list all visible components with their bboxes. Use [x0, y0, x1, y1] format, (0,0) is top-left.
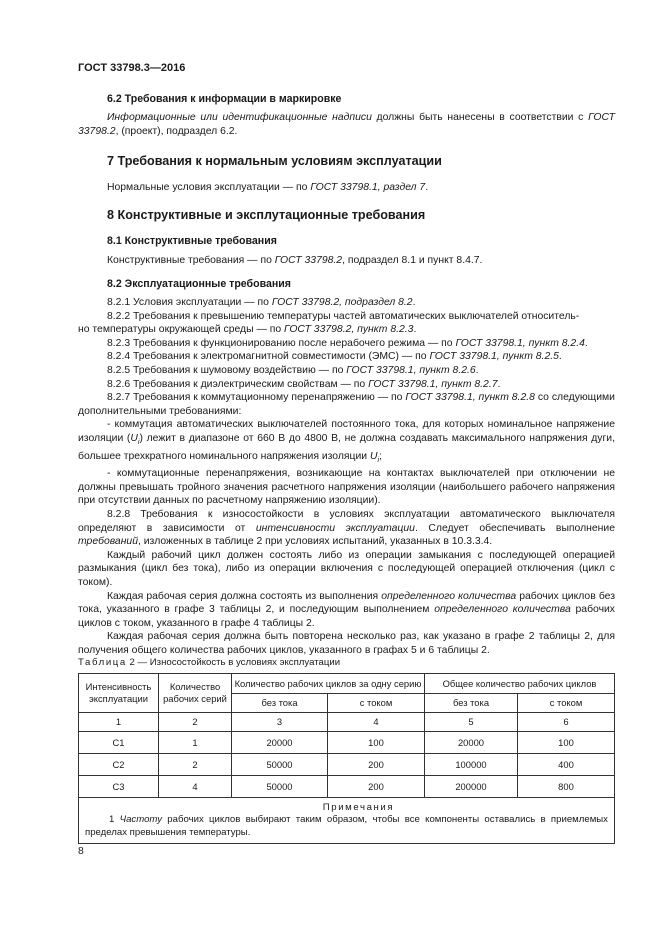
table-notes-row — [79, 798, 615, 844]
header-no-current-total: без тока — [425, 694, 518, 713]
column-number: 4 — [328, 713, 425, 732]
section-6-2-text: Информационные или идентификационные надписи должны быть нанесены в соответствии с ГОСТ 33798.2, (проект), подраздел 6.2. — [78, 112, 615, 137]
section-8-2-body — [78, 296, 615, 658]
table-cell: C1 — [79, 732, 159, 754]
header-total-cycles: Общее количество рабочих циклов — [425, 674, 615, 694]
table-cell: 20000 — [232, 732, 328, 754]
section-8-title: 8 Конструктивные и эксплутационные требования — [107, 208, 426, 222]
section-8-1-text: Конструктивные требования — по ГОСТ 33798.2, подраздел 8.1 и пункт 8.4.7. — [107, 255, 483, 266]
page-number: 8 — [78, 846, 84, 857]
table-cell: 200000 — [425, 776, 518, 798]
table-cell: 20000 — [425, 732, 518, 754]
header-with-current: с током — [328, 694, 425, 713]
item-8-2-3: 8.2.3 Требования к функционированию после нерабочего режима — по ГОСТ 33798.1, пункт 8.2.4. — [107, 337, 588, 349]
table-row — [79, 754, 615, 776]
table-cell: 200 — [328, 776, 425, 798]
dash-item-1: - коммутация автоматических выключателей постоянного тока, для которых номинальное напряжение изоляции $(U_i)$ лежит в диапазоне от 660 В до 4800 В, не должна создавать максимального напряжения дуги, большее трехкратного номинального напряжения изоляции $U_i$; — [78, 419, 615, 464]
header-series-count: Количество рабочих серий — [159, 674, 232, 713]
table-notes — [79, 798, 615, 844]
column-number: 3 — [232, 713, 328, 732]
column-number: 2 — [159, 713, 232, 732]
table-cell: 100 — [518, 732, 615, 754]
table-cell: 2 — [159, 754, 232, 776]
paragraph-work-series: Каждая рабочая серия должна состоять из выполнения определенного количества рабочих циклов без тока, указанного в графе 3 таблицы 2, и последующим выполнением определенного количества рабочих циклов с током, указанного в графе 4 таблицы 2. — [78, 590, 616, 629]
header-intensity: Интенсивность эксплуатации — [79, 674, 159, 713]
item-8-2-2: 8.2.2 Требования к превышению температуры частей автоматических выключателей относитель- но температуры окружающей среды — по ГОСТ 33798.2, пункт 8.2.3. — [78, 310, 580, 336]
section-7-text: Нормальные условия эксплуатации — по ГОСТ 33798.1, раздел 7. — [107, 182, 429, 193]
item-8-2-5: 8.2.5 Требования к шумовому воздействию — по ГОСТ 33798.1, пункт 8.2.6. — [107, 364, 479, 376]
table-header-row-1 — [79, 674, 615, 694]
table-cell: 50000 — [232, 776, 328, 798]
dash-item-2: - коммутационные перенапряжения, возникающие на контактах выключателей при отключении не должны превышать тройного значения расчетного напряжения изоляции (наибольшего рабочего напряжения при отсутствии данных по расчетному напряжению изоляции). — [78, 468, 615, 507]
column-number: 1 — [79, 713, 159, 732]
header-with-current-total: с током — [518, 694, 615, 713]
column-number: 6 — [518, 713, 615, 732]
table-cell: 100 — [328, 732, 425, 754]
table-cell: 200 — [328, 754, 425, 776]
section-8-1-title: 8.1 Конструктивные требования — [107, 235, 277, 247]
table-cell: 800 — [518, 776, 615, 798]
table-cell: 50000 — [232, 754, 328, 776]
table-cell: 100000 — [425, 754, 518, 776]
table-row — [79, 776, 615, 798]
table-cell: 1 — [159, 732, 232, 754]
column-number: 5 — [425, 713, 518, 732]
paragraph-series-repeat: Каждая рабочая серия должна быть повторена несколько раз, как указано в графе 2 таблицы 2, для получения общего количества рабочих циклов, указанного в графах 5 и 6 таблицы 2. — [78, 631, 615, 656]
table-2 — [78, 673, 615, 844]
table-cell: C2 — [79, 754, 159, 776]
table-cell: 4 — [159, 776, 232, 798]
section-8-2-title: 8.2 Эксплуатационные требования — [107, 278, 291, 290]
section-6-2-title: 6.2 Требования к информации в маркировке — [107, 93, 342, 105]
notes-label: Примечания — [322, 802, 395, 813]
paragraph-work-cycle: Каждый рабочий цикл должен состоять либо из операции замыкания с последующей операцией размыкания (цикл без тока), либо из операции включения с последующей операцией отключения (цикл с током). — [78, 549, 615, 589]
note-1: 1 Частоту рабочих циклов выбирают таким образом, чтобы все компоненты оставались в приемлемых пределах превышения температуры. — [85, 814, 608, 838]
header-cycles-per-series: Количество рабочих циклов за одну серию — [232, 674, 425, 694]
header-no-current: без тока — [232, 694, 328, 713]
table-cell: C3 — [79, 776, 159, 798]
table-column-numbers — [79, 713, 615, 732]
document-code: ГОСТ 33798.3—2016 — [78, 62, 186, 74]
item-8-2-4: 8.2.4 Требования к электромагнитной совместимости (ЭМС) — по ГОСТ 33798.1, пункт 8.2.5. — [107, 351, 562, 363]
item-8-2-1: 8.2.1 Условия эксплуатации — по ГОСТ 33798.2, подраздел 8.2. — [107, 297, 416, 308]
table-row — [79, 732, 615, 754]
item-8-2-7: 8.2.7 Требования к коммутационному перенапряжению — по ГОСТ 33798.1, пункт 8.2.8 со следующими дополнительными требованиями: — [78, 392, 615, 417]
section-7-title: 7 Требования к нормальным условиям эксплуатации — [107, 154, 442, 168]
item-8-2-6: 8.2.6 Требования к диэлектрическим свойствам — по ГОСТ 33798.1, пункт 8.2.7. — [107, 378, 501, 390]
item-8-2-8: 8.2.8 Требования к износостойкости в условиях эксплуатации автоматического выключателя определяют в зависимости от интенсивности эксплуатации. Следует обеспечивать выполнение требований, изложенных в таблице 2 при условиях испытаний, указанных в 10.3.3.4. — [78, 509, 616, 548]
table-2-caption: Таблица 2 — Износостойкость в условиях эксплуатации — [78, 657, 341, 668]
table-cell: 400 — [518, 754, 615, 776]
